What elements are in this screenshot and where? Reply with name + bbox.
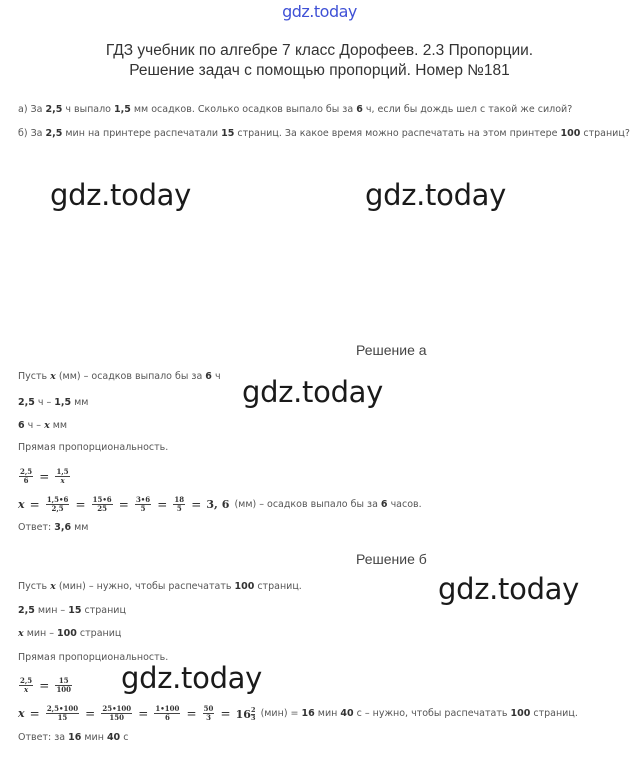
- solution-a-let: Пусть x (мм) – осадков выпало бы за 6 ч: [18, 371, 221, 382]
- solution-b-let: Пусть x (мин) – нужно, чтобы распечатать 100 страниц.: [18, 581, 302, 592]
- solution-a-heading: Решение а: [356, 342, 427, 358]
- page-title-line-1: ГДЗ учебник по алгебре 7 класс Дорофеев. 2.3 Пропорции.: [105, 42, 534, 59]
- solution-a-answer: Ответ: 3,6 мм: [18, 522, 89, 533]
- solution-b-equation: x = $\frac{2,5•100}{15}$ = $\frac{25•100}{150}$ = $\frac{1•100}{6}$ = $\frac{50}{3}$ = 16 $\frac{2}{3} (мин) = 16$ мин 40 с – нужно, чтобы распечатать 100 страниц.: [18, 704, 578, 722]
- solution-b-row-2: x мин – 100 страниц: [18, 628, 122, 639]
- watermark: gdz.today: [242, 375, 384, 409]
- solution-a-row-2: 6 ч – x мм: [18, 420, 68, 431]
- mixed-number: 16 $\frac{2}{3}$: [235, 706, 256, 722]
- solution-b-proportion: $\frac{2,5}{x}$ = $\frac{15}{100}$: [20, 676, 72, 694]
- problem-b: б) За 2,5 мин на принтере распечатали 15 страниц. За какое время можно распечатать на этом принтере 100 страниц?: [18, 128, 630, 139]
- watermark: gdz.today: [121, 661, 263, 695]
- watermark: gdz.today: [50, 178, 192, 212]
- solution-b-answer: Ответ: за 16 мин 40 с: [18, 732, 129, 743]
- solution-b-heading: Решение б: [356, 551, 427, 567]
- problem-a: а) За 2,5 ч выпало 1,5 мм осадков. Сколько осадков выпало бы за 6 ч, если бы дождь шел с такой же силой?: [18, 104, 573, 115]
- page-title-line-2: Решение задач с помощью пропорций. Номер №181: [129, 62, 510, 79]
- solution-a-proportionality: Прямая пропорциональность.: [18, 442, 169, 453]
- solution-a-equation: x = $\frac{1,5•6}{2,5}$ = $\frac{15•6}{25}$ = $\frac{3•6}{5}$ = $\frac{18}{5}$ = 3, 6 (мм) – осадков выпало бы за 6 часов.: [18, 495, 422, 513]
- watermark: gdz.today: [365, 178, 507, 212]
- solution-a-row-1: 2,5 ч – 1,5 мм: [18, 397, 89, 408]
- solution-b-row-1: 2,5 мин – 15 страниц: [18, 605, 126, 616]
- solution-a-proportion: $\frac{2,5}{6}$ = $\frac{1,5}{x}$: [20, 467, 69, 485]
- watermark: gdz.today: [438, 572, 580, 606]
- solution-b-proportionality: Прямая пропорциональность.: [18, 652, 169, 663]
- site-logo[interactable]: gdz.today: [282, 2, 357, 21]
